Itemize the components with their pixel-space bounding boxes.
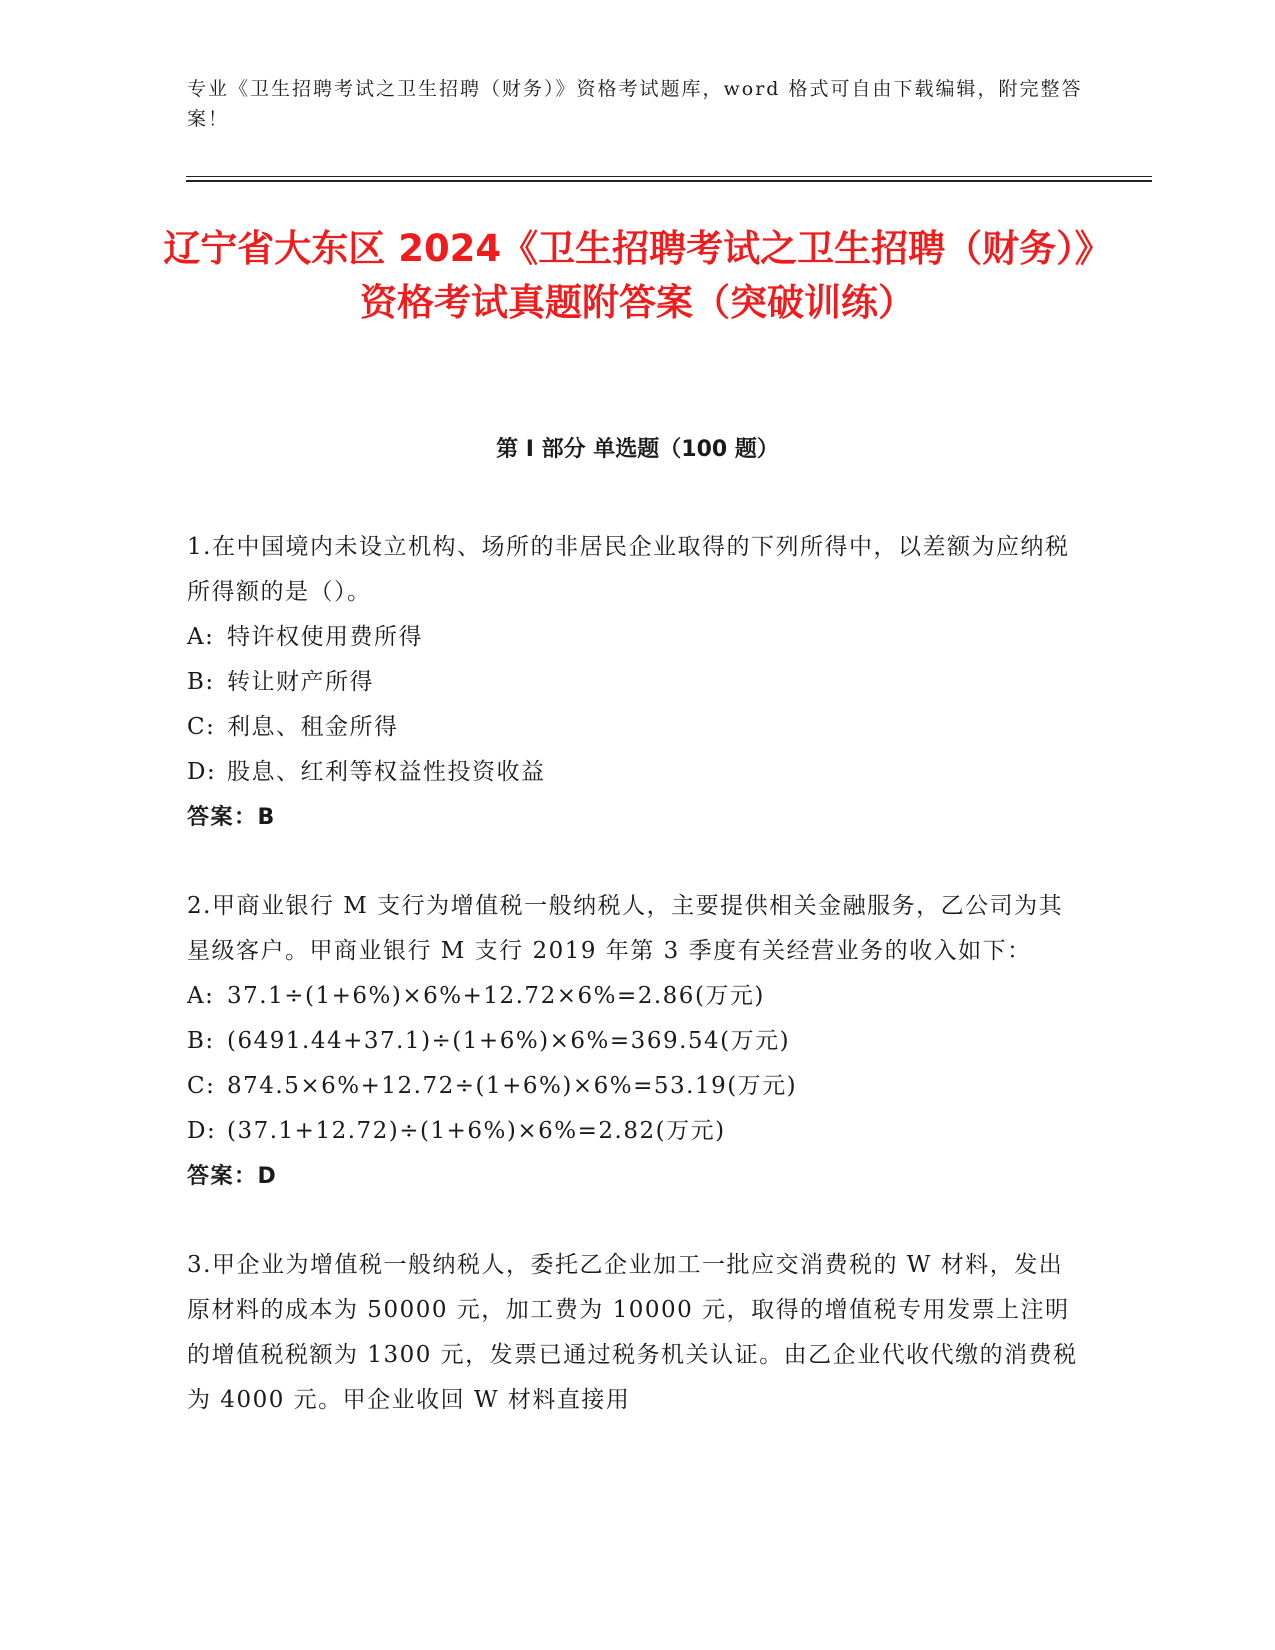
question-stem: 2.甲商业银行 M 支行为增值税一般纳税人，主要提供相关金融服务，乙公司为其星级客户。甲商业银行 M 支行 2019 年第 3 季度有关经营业务的收入如下： xyxy=(187,893,1064,964)
question-1 xyxy=(187,525,1082,840)
option-letter: B: xyxy=(187,669,215,695)
option-text: 股息、红利等权益性投资收益 xyxy=(227,759,546,785)
option-c xyxy=(187,705,1082,750)
question-3 xyxy=(187,1243,1082,1423)
question-2 xyxy=(187,884,1082,1199)
option-text: (6491.44+37.1)÷(1+6%)×6%=369.54(万元) xyxy=(227,1028,791,1054)
option-text: 转让财产所得 xyxy=(227,669,374,695)
header-note: 专业《卫生招聘考试之卫生招聘（财务）》资格考试题库，word 格式可自由下载编辑，附完整答案！ xyxy=(187,78,1083,130)
option-letter: B: xyxy=(187,1028,215,1054)
option-d xyxy=(187,1109,1082,1154)
option-c xyxy=(187,1064,1082,1109)
option-letter: A: xyxy=(187,624,215,650)
option-text: 特许权使用费所得 xyxy=(227,624,423,650)
question-list xyxy=(187,525,1082,1467)
option-text: 874.5×6%+12.72÷(1+6%)×6%=53.19(万元) xyxy=(227,1073,798,1099)
option-letter: D: xyxy=(187,759,217,785)
answer-line: 答案：B xyxy=(187,805,276,830)
option-text: 利息、租金所得 xyxy=(227,714,399,740)
option-text: (37.1+12.72)÷(1+6%)×6%=2.82(万元) xyxy=(227,1118,726,1144)
question-stem: 3.甲企业为增值税一般纳税人，委托乙企业加工一批应交消费税的 W 材料，发出原材料的成本为 50000 元，加工费为 10000 元，取得的增值税专用发票上注明的增值税税额为 1300 元，发票已通过税务机关认证。由乙企业代收代缴的消费税为 4000 元。甲企业收回 W 材料直接用 xyxy=(187,1252,1078,1413)
option-a xyxy=(187,615,1082,660)
header-divider-thin xyxy=(186,176,1152,177)
section-title: 第 I 部分 单选题（100 题） xyxy=(496,437,779,462)
option-a xyxy=(187,974,1082,1019)
question-stem: 1.在中国境内未设立机构、场所的非居民企业取得的下列所得中，以差额为应纳税所得额的是（）。 xyxy=(187,534,1070,605)
option-b xyxy=(187,1019,1082,1064)
option-letter: C: xyxy=(187,714,216,740)
option-letter: A: xyxy=(187,983,215,1009)
option-d xyxy=(187,750,1082,795)
option-letter: C: xyxy=(187,1073,216,1099)
option-letter: D: xyxy=(187,1118,217,1144)
document-title: 辽宁省大东区 2024《卫生招聘考试之卫生招聘（财务）》资格考试真题附答案（突破训练） xyxy=(163,227,1112,324)
option-text: 37.1÷(1+6%)×6%+12.72×6%=2.86(万元) xyxy=(227,983,765,1009)
header-divider-thick xyxy=(186,180,1152,182)
option-b xyxy=(187,660,1082,705)
answer-line: 答案：D xyxy=(187,1164,278,1189)
